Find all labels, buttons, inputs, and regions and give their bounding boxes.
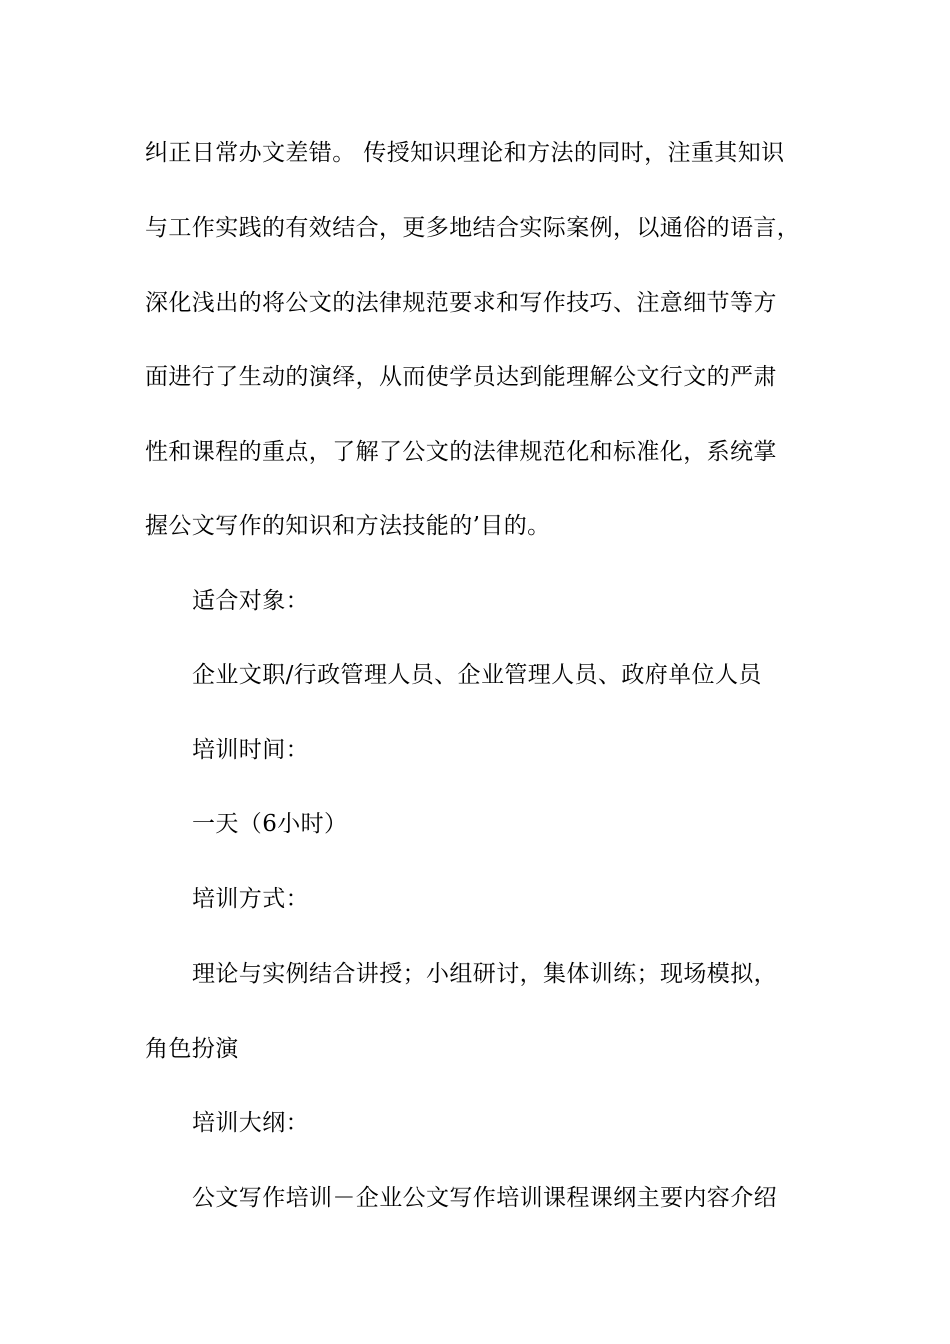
training-outline-text: 公文写作培训－企业公文写作培训课程课纲主要内容介绍 [192,1185,777,1211]
section-heading-training-method: 培训方式： [192,886,309,912]
paragraph-line: 纠正日常办文差错。 传授知识理论和方法的同时，注重其知识 [145,140,785,166]
paragraph-line: 握公文写作的知识和方法技能的’目的。 [145,513,551,539]
paragraph-line: 面进行了生动的演绎，从而使学员达到能理解公文行文的严肃 [145,364,777,390]
training-method-text-cont: 角色扮演 [145,1036,239,1062]
training-time-text: 一天（6小时） [192,811,348,837]
paragraph-line: 性和课程的重点，了解了公文的法律规范化和标准化，系统掌 [145,439,777,465]
paragraph-line: 深化浅出的将公文的法律规范要求和写作技巧、注意细节等方 [145,290,777,316]
section-heading-training-time: 培训时间： [192,737,309,763]
target-audience-text: 企业文职/行政管理人员、企业管理人员、政府单位人员 [192,662,762,688]
paragraph-line: 与工作实践的有效结合，更多地结合实际案例，以通俗的语言， [145,215,801,241]
training-method-text: 理论与实例结合讲授；小组研讨，集体训练；现场模拟， [192,961,777,987]
section-heading-target-audience: 适合对象： [192,588,309,614]
section-heading-training-outline: 培训大纲： [192,1110,309,1136]
